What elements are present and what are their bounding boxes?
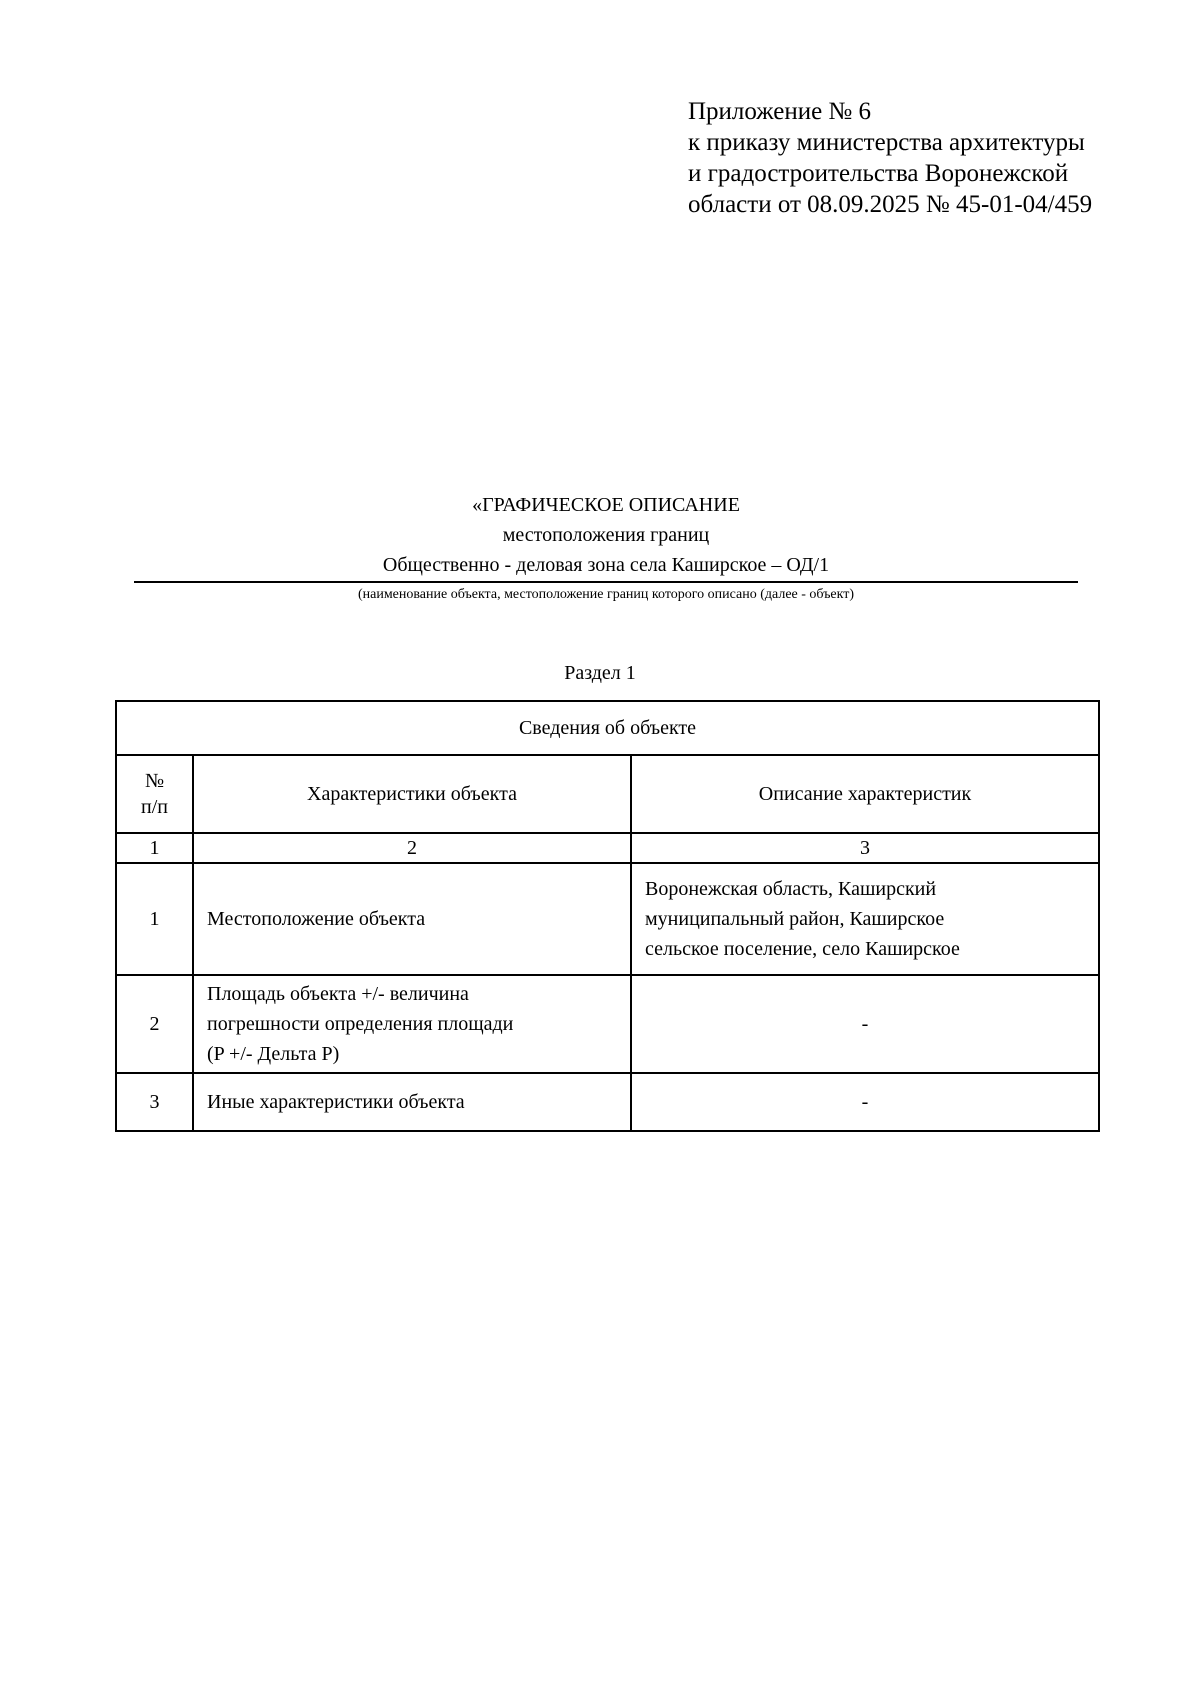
header-characteristics: Характеристики объекта	[193, 755, 631, 833]
table-row	[116, 1073, 1099, 1131]
row-characteristic-line: Местоположение объекта	[207, 908, 426, 930]
column-index: 1	[116, 833, 193, 863]
row-characteristic	[193, 863, 631, 975]
table-row	[116, 975, 1099, 1073]
column-index-row	[116, 833, 1099, 863]
table-title: Сведения об объекте	[116, 701, 1099, 755]
row-characteristic-line: Иные характеристики объекта	[207, 1091, 465, 1113]
row-characteristic-line: (P +/- Дельта P)	[207, 1043, 340, 1065]
row-characteristic	[193, 975, 631, 1073]
header-num	[116, 755, 193, 833]
row-description: -	[631, 1073, 1099, 1131]
row-characteristic-line: погрешности определения площади	[207, 1013, 514, 1035]
header-num-line2: п/п	[141, 796, 168, 818]
table-header-row	[116, 755, 1099, 833]
document-title: «ГРАФИЧЕСКОЕ ОПИСАНИЕ	[472, 494, 740, 516]
annex-line: к приказу министерства архитектуры	[688, 129, 1085, 156]
table-row	[116, 863, 1099, 975]
column-index: 2	[193, 833, 631, 863]
annex-line: области от 08.09.2025 № 45-01-04/459	[688, 191, 1093, 218]
row-description: -	[631, 975, 1099, 1073]
row-num: 1	[116, 863, 193, 975]
row-characteristic	[193, 1073, 631, 1131]
annex-note	[688, 96, 1188, 220]
section-label: Раздел 1	[564, 662, 636, 684]
annex-line: Приложение № 6	[688, 98, 872, 125]
table-title-row	[116, 701, 1099, 755]
row-num: 2	[116, 975, 193, 1073]
row-description-line: Воронежская область, Каширский	[645, 878, 937, 900]
object-name: Общественно - деловая зона села Каширское – ОД/1	[134, 550, 1078, 583]
row-characteristic-line: Площадь объекта +/- величина	[207, 983, 469, 1005]
row-description-line: сельское поселение, село Каширское	[645, 938, 960, 960]
document-title-block	[134, 490, 1078, 605]
object-info-table	[115, 700, 1100, 1132]
object-caption: (наименование объекта, местоположение границ которого описано (далее - объект)	[357, 587, 855, 602]
header-num-line1: №	[144, 770, 165, 792]
column-index: 3	[631, 833, 1099, 863]
row-description-line: муниципальный район, Каширское	[645, 908, 945, 930]
row-num: 3	[116, 1073, 193, 1131]
row-description	[631, 863, 1099, 975]
document-subtitle: местоположения границ	[502, 524, 710, 546]
annex-line: и градостроительства Воронежской	[688, 160, 1069, 187]
header-description: Описание характеристик	[631, 755, 1099, 833]
